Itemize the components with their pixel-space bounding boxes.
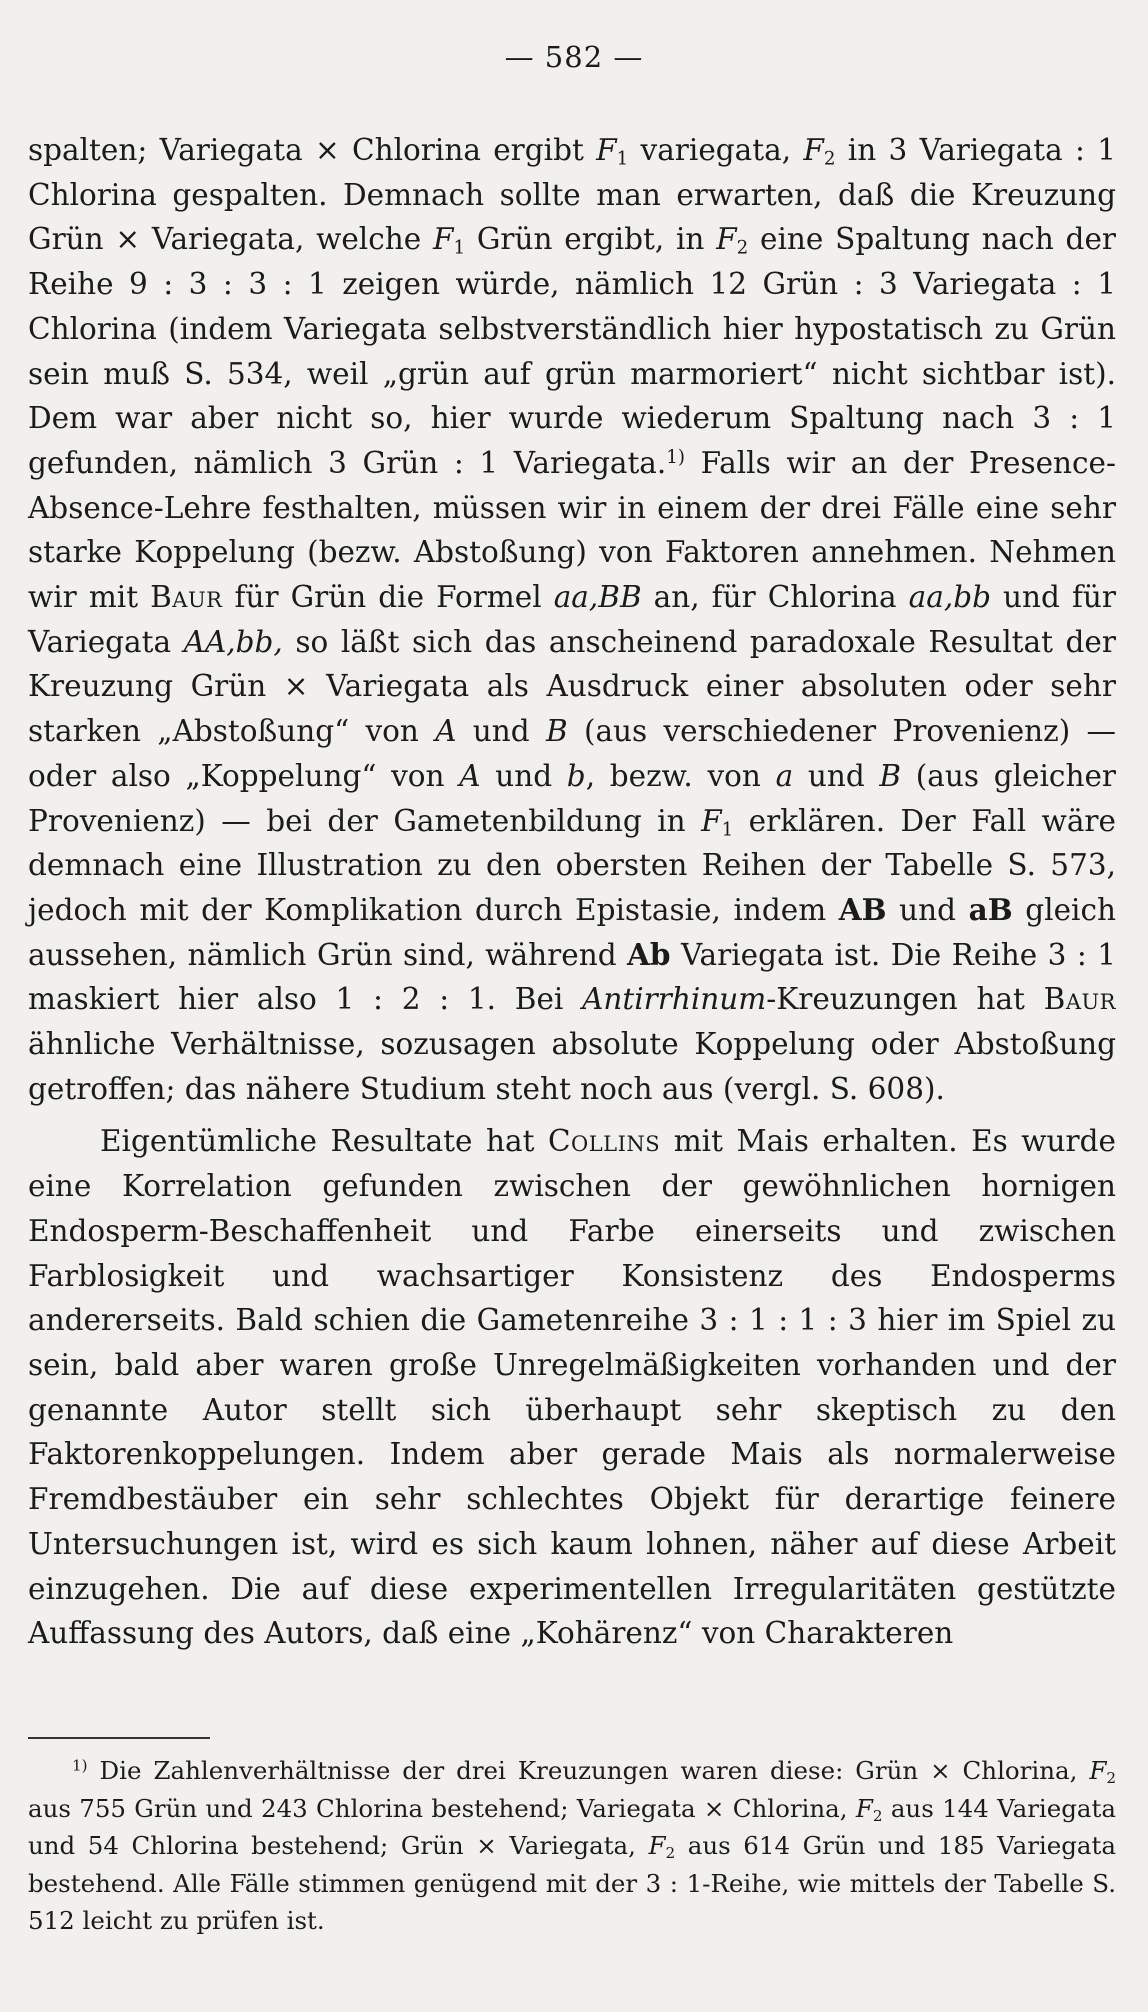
factor-b-lower: b — [566, 758, 586, 793]
text-run: Grün ergibt, in — [465, 222, 717, 257]
footnote-marker: 1) — [72, 1756, 88, 1775]
text-run: spalten; Variegata × Chlorina ergibt — [28, 133, 597, 167]
text-run: Falls wir an der Presence-Absence-Lehre festhalten, müssen wir in einem der drei Fälle eine sehr starke Koppelung (bezw. Abstoßung) von Faktoren annehmen. Nehmen wir mit — [28, 445, 1116, 615]
footnote-1 — [28, 1752, 1116, 1940]
text-run: aus 614 Grün und 185 Variegata bestehend. Alle Fälle stimmen genügend mit der 3 : 1-Reihe, wie mittels der Tabelle S. 512 leicht zu prüfen ist. — [28, 1831, 1116, 1935]
text-run: erklären. Der Fall wäre demnach eine Illustration zu den obersten Reihen der Tabelle S. 573, jedoch mit der Komplikation durch Epistasie, indem — [28, 803, 1116, 927]
footnote — [28, 1752, 1116, 1940]
text-run: , bezw. von — [585, 758, 776, 793]
main-text — [28, 128, 1116, 1656]
factor-a-lower: a — [775, 758, 794, 793]
text-run: eine Spaltung nach der Reihe 9 : 3 : 3 : 1 zeigen würde, nämlich 12 Grün : 3 Variegata : 1 Chlorina (indem Variegata selbstverständlich hier hypostatisch zu Grün sein muß S. 534, weil „grün auf grün marmoriert“ nicht sichtbar ist). Dem war aber nicht so, hier wurde wiederum Spaltung nach 3 : 1 gefunden, nämlich 3 Grün : 1 Variegata. — [28, 222, 1117, 480]
genotype-ab-variegata: Ab — [627, 936, 671, 972]
text-run: (aus gleicher Provenienz) — bei der Gametenbildung in — [28, 758, 1117, 838]
author-name-collins: Collins — [547, 1124, 661, 1159]
subscript: 1 — [453, 237, 466, 259]
subscript: 2 — [665, 1843, 676, 1862]
author-name-baur: Baur — [150, 580, 223, 615]
text-run: variegata, — [628, 133, 804, 167]
formula-f: F — [596, 133, 617, 167]
text-run: gleich aussehen, nämlich Grün sind, während — [28, 892, 1116, 972]
factor-a-upper: A — [459, 758, 481, 793]
formula-chlorina: aa,bb — [908, 580, 991, 615]
factor-a-upper: A — [435, 714, 457, 749]
formula-f: F — [432, 222, 454, 257]
subscript: 2 — [736, 237, 749, 259]
text-run: und für Variegata — [28, 580, 1116, 659]
text-run: aus 144 Variegata und 54 Chlorina bestehend; Grün × Variegata, — [28, 1793, 1116, 1860]
text-run: an, für Chlorina — [641, 580, 909, 615]
text-run: und — [886, 892, 969, 927]
genus-antirrhinum: Antirrhinum — [582, 982, 767, 1017]
text-run: und — [456, 714, 546, 749]
subscript: 2 — [823, 148, 836, 170]
text-run: und — [793, 758, 880, 793]
formula-f: F — [701, 803, 722, 838]
genotype-ab-mixed: aB — [968, 891, 1013, 927]
formula-f: F — [716, 222, 737, 257]
genotype-ab-upper: AB — [838, 891, 887, 927]
footnote-reference[interactable]: 1) — [666, 446, 686, 468]
text-run: in 3 Variegata : 1 Chlorina gespalten. Demnach sollte man erwarten, daß die Kreuzung Grün × Variegata, welche — [28, 133, 1117, 257]
factor-b-upper: B — [879, 758, 902, 793]
text-run: Eigentümliche Resultate hat — [100, 1124, 548, 1159]
author-name-baur: Baur — [1043, 982, 1116, 1017]
text-run: (aus verschiedener Provenienz) — oder also „Koppelung“ von — [28, 714, 1117, 793]
subscript: 2 — [1106, 1768, 1116, 1787]
footnote-separator — [28, 1737, 210, 1739]
subscript: 2 — [872, 1806, 883, 1825]
text-run: und — [480, 758, 567, 793]
formula-gruen: aa,BB — [553, 580, 642, 615]
formula-f: F — [803, 133, 824, 167]
text-run: Variegata ist. Die Reihe 3 : 1 maskiert hier also 1 : 2 : 1. Bei — [28, 937, 1116, 1017]
subscript: 1 — [616, 148, 629, 170]
formula-f: F — [1089, 1756, 1107, 1785]
formula-f: F — [855, 1793, 873, 1823]
formula-variegata: AA,bb, — [183, 624, 283, 659]
text-run: mit Mais erhalten. Es wurde eine Korrelation gefunden zwischen der gewöhnlichen hornigen Endosperm-Beschaffenheit und Farbe einerseits und zwischen Farblosigkeit und wachsartiger Konsistenz des Endosperms andererseits. Bald schien die Gametenreihe 3 : 1 : 1 : 3 hier im Spiel zu sein, bald aber waren große Unregelmäßigkeiten vorhanden und der genannte Autor stellt sich überhaupt sehr skeptisch zu den Faktorenkoppelungen. Indem aber gerade Mais als normalerweise Fremdbestäuber ein sehr schlechtes Objekt für derartige feinere Untersuchungen ist, wird es sich kaum lohnen, näher auf diese Arbeit einzugehen. Die auf diese experimentellen Irregularitäten gestützte Auffassung des Autors, daß eine „Kohärenz“ von Charakteren — [28, 1124, 1117, 1651]
text-run: so läßt sich das anscheinend paradoxale Resultat der Kreuzung Grün × Variegata als Ausdruck einer absoluten oder sehr starken „Abstoßung“ von — [28, 624, 1116, 749]
subscript: 1 — [721, 819, 734, 841]
factor-b-upper: B — [545, 714, 568, 749]
text-run: -Kreuzungen hat — [766, 982, 1044, 1017]
text-run: aus 755 Grün und 243 Chlorina bestehend; Variegata × Chlorina, — [28, 1793, 856, 1823]
text-run: ähnliche Verhältnisse, sozusagen absolute Koppelung oder Abstoßung getroffen; das nähere Studium steht noch aus (vergl. S. 608). — [28, 1027, 1116, 1106]
paragraph-1 — [28, 128, 1116, 1111]
page-number: — 582 — — [504, 40, 644, 74]
formula-f: F — [648, 1831, 666, 1860]
paragraph-2 — [28, 1119, 1116, 1655]
text-run: Die Zahlenverhältnisse der drei Kreuzungen waren diese: Grün × Chlorina, — [87, 1756, 1090, 1785]
text-run: für Grün die Formel — [222, 580, 554, 615]
